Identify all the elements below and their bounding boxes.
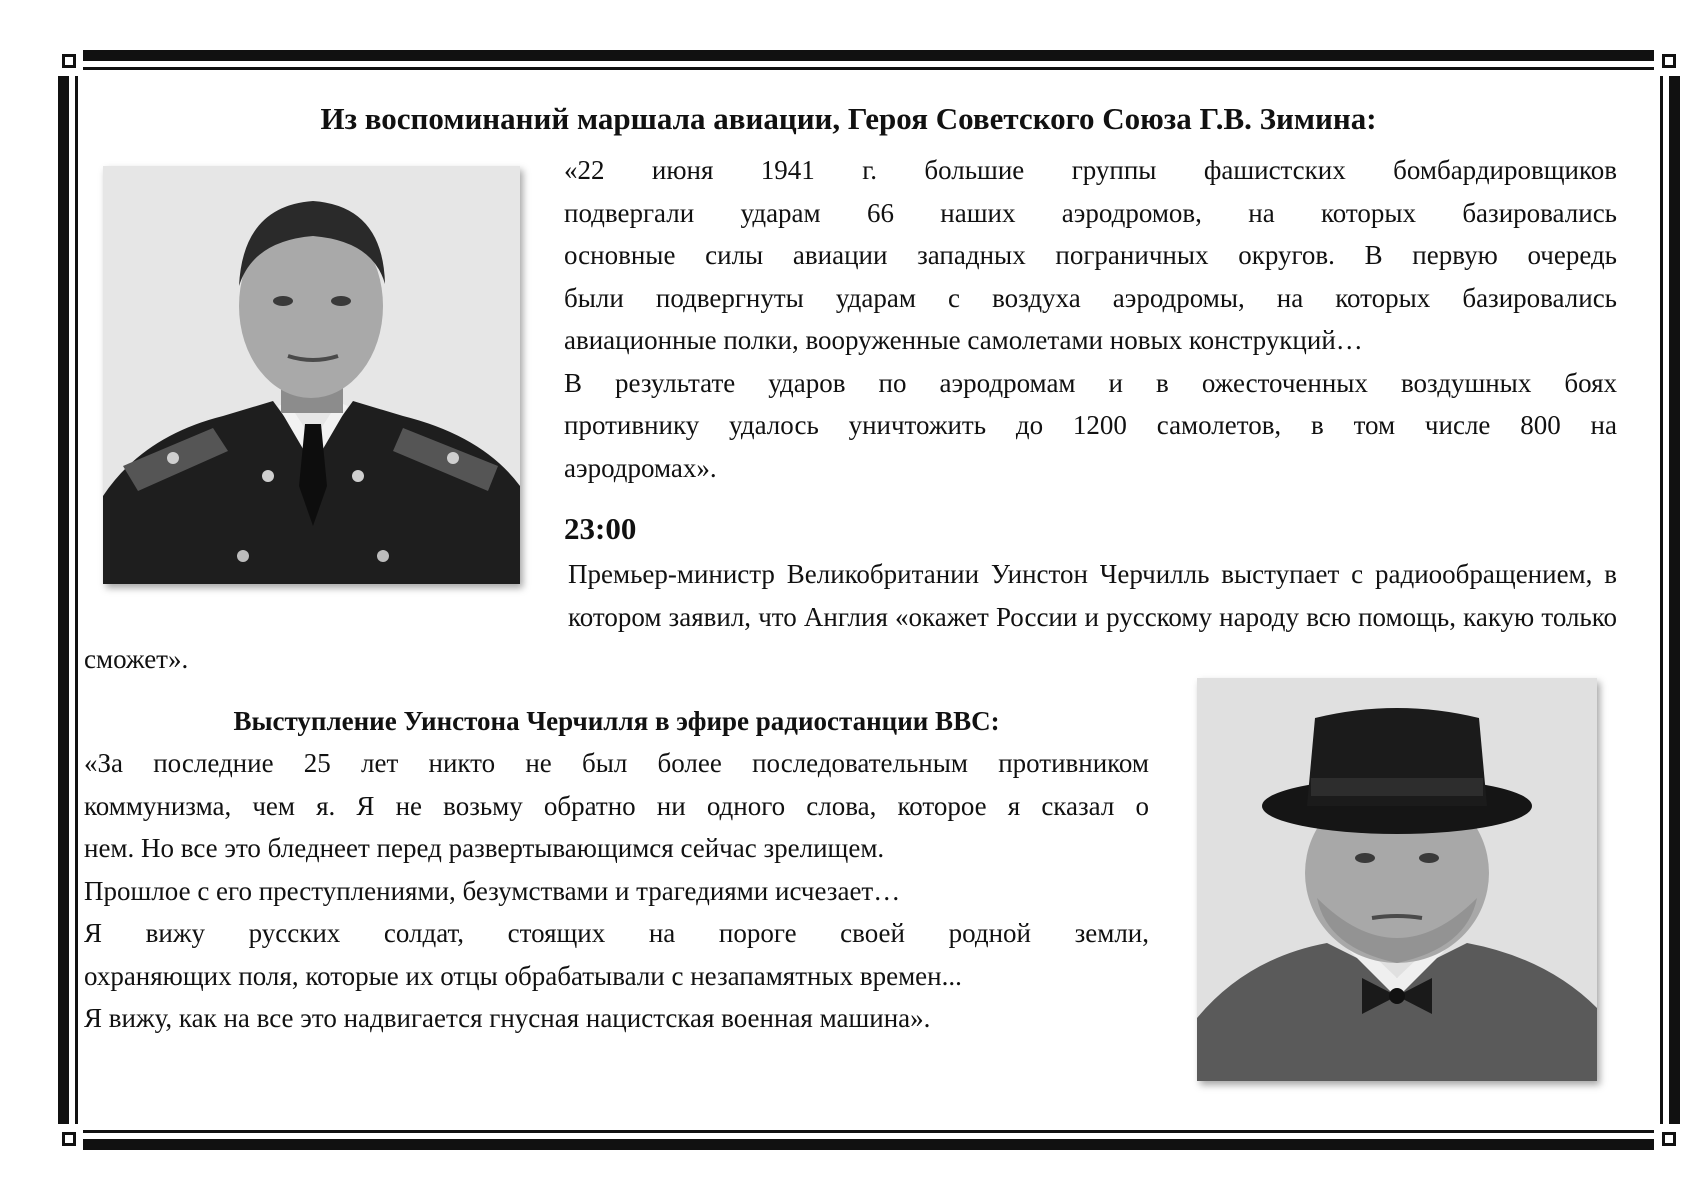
zimin-quote-line: В результате ударов по аэродромам и в ожесточенных воздушных боях — [564, 367, 1617, 398]
speech-line: Я вижу русских солдат, стоящих на пороге своей родной земли, — [84, 918, 1149, 948]
frame-top-thick-line — [83, 50, 1654, 61]
frame-left-thick-line — [58, 76, 69, 1124]
zimin-portrait-image — [103, 166, 520, 584]
speech-line: «За последние 25 лет никто не был более последовательным противником — [84, 748, 1149, 778]
zimin-quote-line: противнику удалось уничтожить до 1200 самолетов, в том числе 800 на — [564, 410, 1617, 440]
zimin-quote-line: «22 июня 1941 г. большие группы фашистских бомбардировщиков — [564, 155, 1617, 185]
speech-line: коммунизма, чем я. Я не возьму обратно ни одного слова, которое я сказал о — [84, 790, 1149, 821]
churchill-portrait-photo — [1197, 678, 1597, 1081]
frame-corner-bottom-left — [62, 1132, 76, 1146]
speech-line: охраняющих поля, которые их отцы обрабатывали с незапамятных времен... — [84, 960, 962, 991]
speech-line: нем. Но все это бледнеет перед развертывающимся сейчас зрелищем. — [84, 833, 885, 863]
zimin-quote-line: основные силы авиации западных пограничных округов. В первую очередь — [564, 240, 1617, 270]
frame-right-thin-line — [1660, 76, 1663, 1124]
speech-line: Я вижу, как на все это надвигается гнусная нацистская военная машина». — [84, 1003, 931, 1033]
zimin-quote-line: подвергали ударам 66 наших аэродромов, на которых базировались — [564, 197, 1617, 228]
frame-bottom-thick-line — [83, 1139, 1654, 1150]
zimin-quote-line: авиационные полки, вооруженные самолетами новых конструкций… — [564, 325, 1363, 355]
frame-right-thick-line — [1669, 76, 1680, 1124]
zimin-portrait-photo — [103, 166, 520, 584]
zimin-quote-line: аэродромах». — [564, 452, 717, 483]
page-heading: Из воспоминаний маршала авиации, Героя Советского Союза Г.В. Зимина: — [320, 101, 1377, 136]
frame-corner-top-right — [1662, 54, 1676, 68]
frame-corner-bottom-right — [1662, 1132, 1676, 1146]
zimin-quote — [564, 149, 1617, 489]
churchill-portrait-image — [1197, 678, 1597, 1081]
frame-corner-top-left — [62, 54, 76, 68]
frame-bottom-thin-line — [83, 1130, 1654, 1133]
frame-top-thin-line — [83, 67, 1654, 70]
speech-title: Выступление Уинстона Черчилля в эфире радиостанции BBC: — [233, 706, 1000, 736]
churchill-intro-paragraph — [84, 553, 1617, 681]
time-label: 23:00 — [564, 511, 637, 546]
churchill-speech — [84, 742, 1149, 1040]
churchill-intro-text: Премьер-министр Великобритании Уинстон Черчилль выступает с радиообращением, в котором заявил, что Англия «окажет России и русскому народу всю помощь, какую только сможет». — [84, 559, 1617, 674]
frame-left-thin-line — [75, 76, 78, 1124]
speech-line: Прошлое с его преступлениями, безумствами и трагедиями исчезает… — [84, 875, 901, 906]
zimin-quote-line: были подвергнуты ударам с воздуха аэродромы, на которых базировались — [564, 282, 1617, 313]
